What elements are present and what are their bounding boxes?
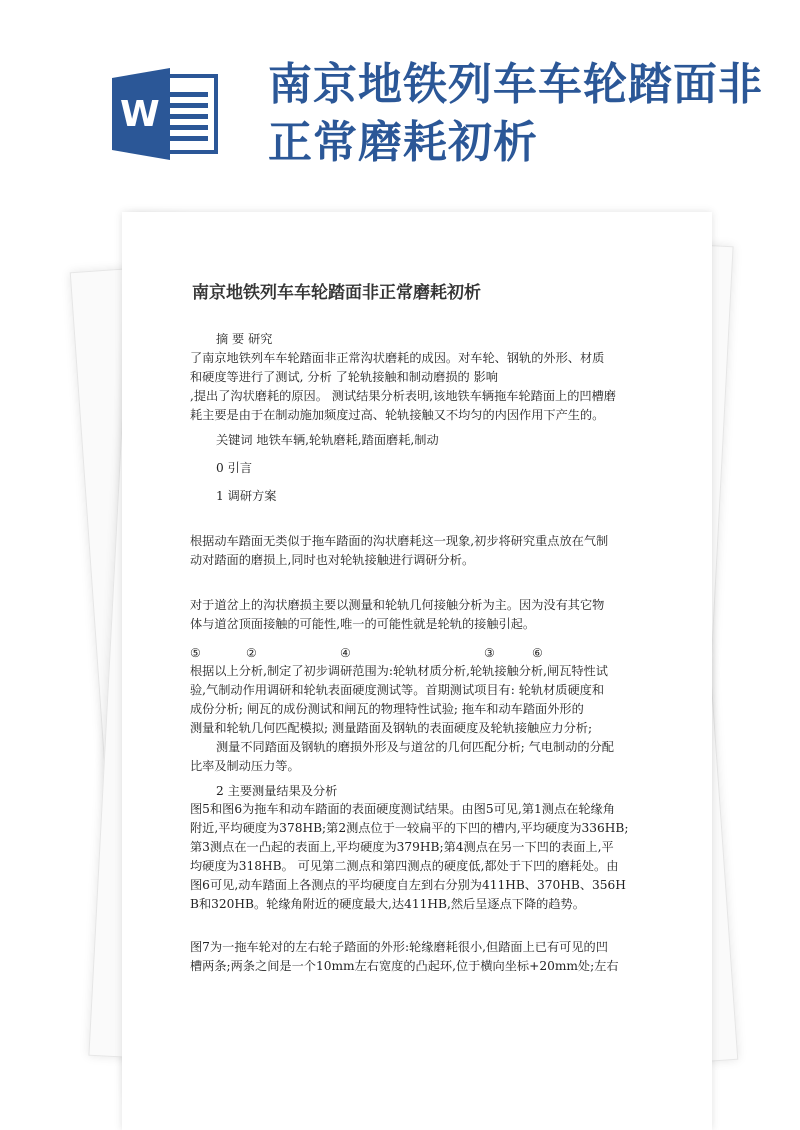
abstract	[190, 330, 660, 425]
paragraph-line: 比率及制动压力等。	[190, 759, 300, 773]
paragraph-2	[190, 596, 660, 634]
paragraph-3	[190, 662, 660, 776]
paragraph-line: 根据动车踏面无类似于拖车踏面的沟状磨耗这一现象,初步将研究重点放在气制	[190, 534, 609, 548]
abstract-heading: 摘 要 研究	[216, 332, 273, 346]
paragraph-line: 动对踏面的磨损上,同时也对轮轨接触进行调研分析。	[190, 553, 475, 567]
section-0-heading	[190, 459, 660, 478]
section-1-heading	[190, 487, 660, 506]
paragraph-5	[190, 938, 660, 976]
paragraph-line: 成份分析; 闸瓦的成份测试和闸瓦的物理特性试验; 拖车和动车踏面外形的	[190, 702, 584, 716]
abstract-line: 耗主要是由于在制动施加频度过高、轮轨接触又不均匀的内因作用下产生的。	[190, 408, 605, 422]
paragraph-line: 根据以上分析,制定了初步调研范围为:轮轨材质分析,轮轨接触分析,闸瓦特性试	[190, 664, 608, 678]
abstract-line: 了南京地铁列车车轮踏面非正常沟状磨耗的成因。对车轮、钢轨的外形、材质	[190, 351, 605, 365]
paragraph-line: 第3测点在一凸起的表面上,平均硬度为379HB;第4测点在另一下凹的表面上,平	[190, 840, 614, 854]
paragraph-line: 均硬度为318HB。 可见第二测点和第四测点的硬度低,都处于下凹的磨耗处。由	[190, 859, 619, 873]
section-0-title: 0 引言	[216, 461, 253, 475]
keywords	[190, 431, 660, 450]
word-logo-letter: W	[120, 94, 160, 135]
keywords-line: 关键词 地铁车辆,轮轨磨耗,踏面磨耗,制动	[216, 433, 439, 447]
section-2-heading	[190, 782, 660, 801]
paragraph-line: 图5和图6为拖车和动车踏面的表面硬度测试结果。由图5可见,第1测点在轮缘角	[190, 802, 615, 816]
abstract-line: ,提出了沟状磨耗的原因。 测试结果分析表明,该地铁车辆拖车轮踏面上的凹槽磨	[190, 389, 616, 403]
paragraph-line: 测量和轮轨几何匹配模拟; 测量踏面及钢轨的表面硬度及轮轨接触应力分析;	[190, 721, 593, 735]
paragraph-line: 图7为一拖车轮对的左右轮子踏面的外形:轮缘磨耗很小,但踏面上已有可见的凹	[190, 940, 608, 954]
banner-title: 南京地铁列车车轮踏面非正常磨耗初析	[268, 59, 763, 168]
paragraph-line: 验,气制动作用调研和轮轨表面硬度测试等。首期测试项目有: 轮轨材质硬度和	[190, 683, 605, 697]
paragraph-line: 体与道岔顶面接触的可能性,唯一的可能性就是轮轨的接触引起。	[190, 617, 536, 631]
marker: ⑤	[190, 646, 201, 660]
paragraph-line: 附近,平均硬度为378HB;第2测点位于一较扁平的下凹的槽内,平均硬度为336HB;	[190, 821, 629, 835]
section-1-title: 1 调研方案	[216, 489, 277, 503]
abstract-line: 和硬度等进行了测试, 分析 了轮轨接触和制动磨损的 影响	[190, 370, 498, 384]
document-page	[122, 212, 712, 1130]
paragraph-line: 对于道岔上的沟状磨损主要以测量和轮轨几何接触分析为主。因为没有其它物	[190, 598, 605, 612]
paragraph-line: 测量不同踏面及钢轨的磨损外形及与道岔的几何匹配分析; 气电制动的分配	[216, 740, 614, 754]
marker: ④	[340, 646, 351, 660]
figure-markers	[190, 644, 660, 664]
paragraph-4	[190, 800, 660, 914]
paragraph-1	[190, 532, 660, 570]
paragraph-line: 槽两条;两条之间是一个10mm左右宽度的凸起环,位于横向坐标+20mm处;左右	[190, 959, 619, 973]
paragraph-line: 图6可见,动车踏面上各测点的平均硬度自左到右分别为411HB、370HB、356H	[190, 878, 626, 892]
marker: ②	[246, 646, 257, 660]
section-2-title: 2 主要测量结果及分析	[216, 784, 338, 798]
marker: ⑥	[532, 646, 543, 660]
paragraph-line: B和320HB。轮缘角附近的硬度最大,达411HB,然后呈逐点下降的趋势。	[190, 897, 585, 911]
marker: ③	[484, 646, 495, 660]
document-title: 南京地铁列车车轮踏面非正常磨耗初析	[192, 283, 481, 303]
word-logo-icon	[112, 68, 224, 160]
